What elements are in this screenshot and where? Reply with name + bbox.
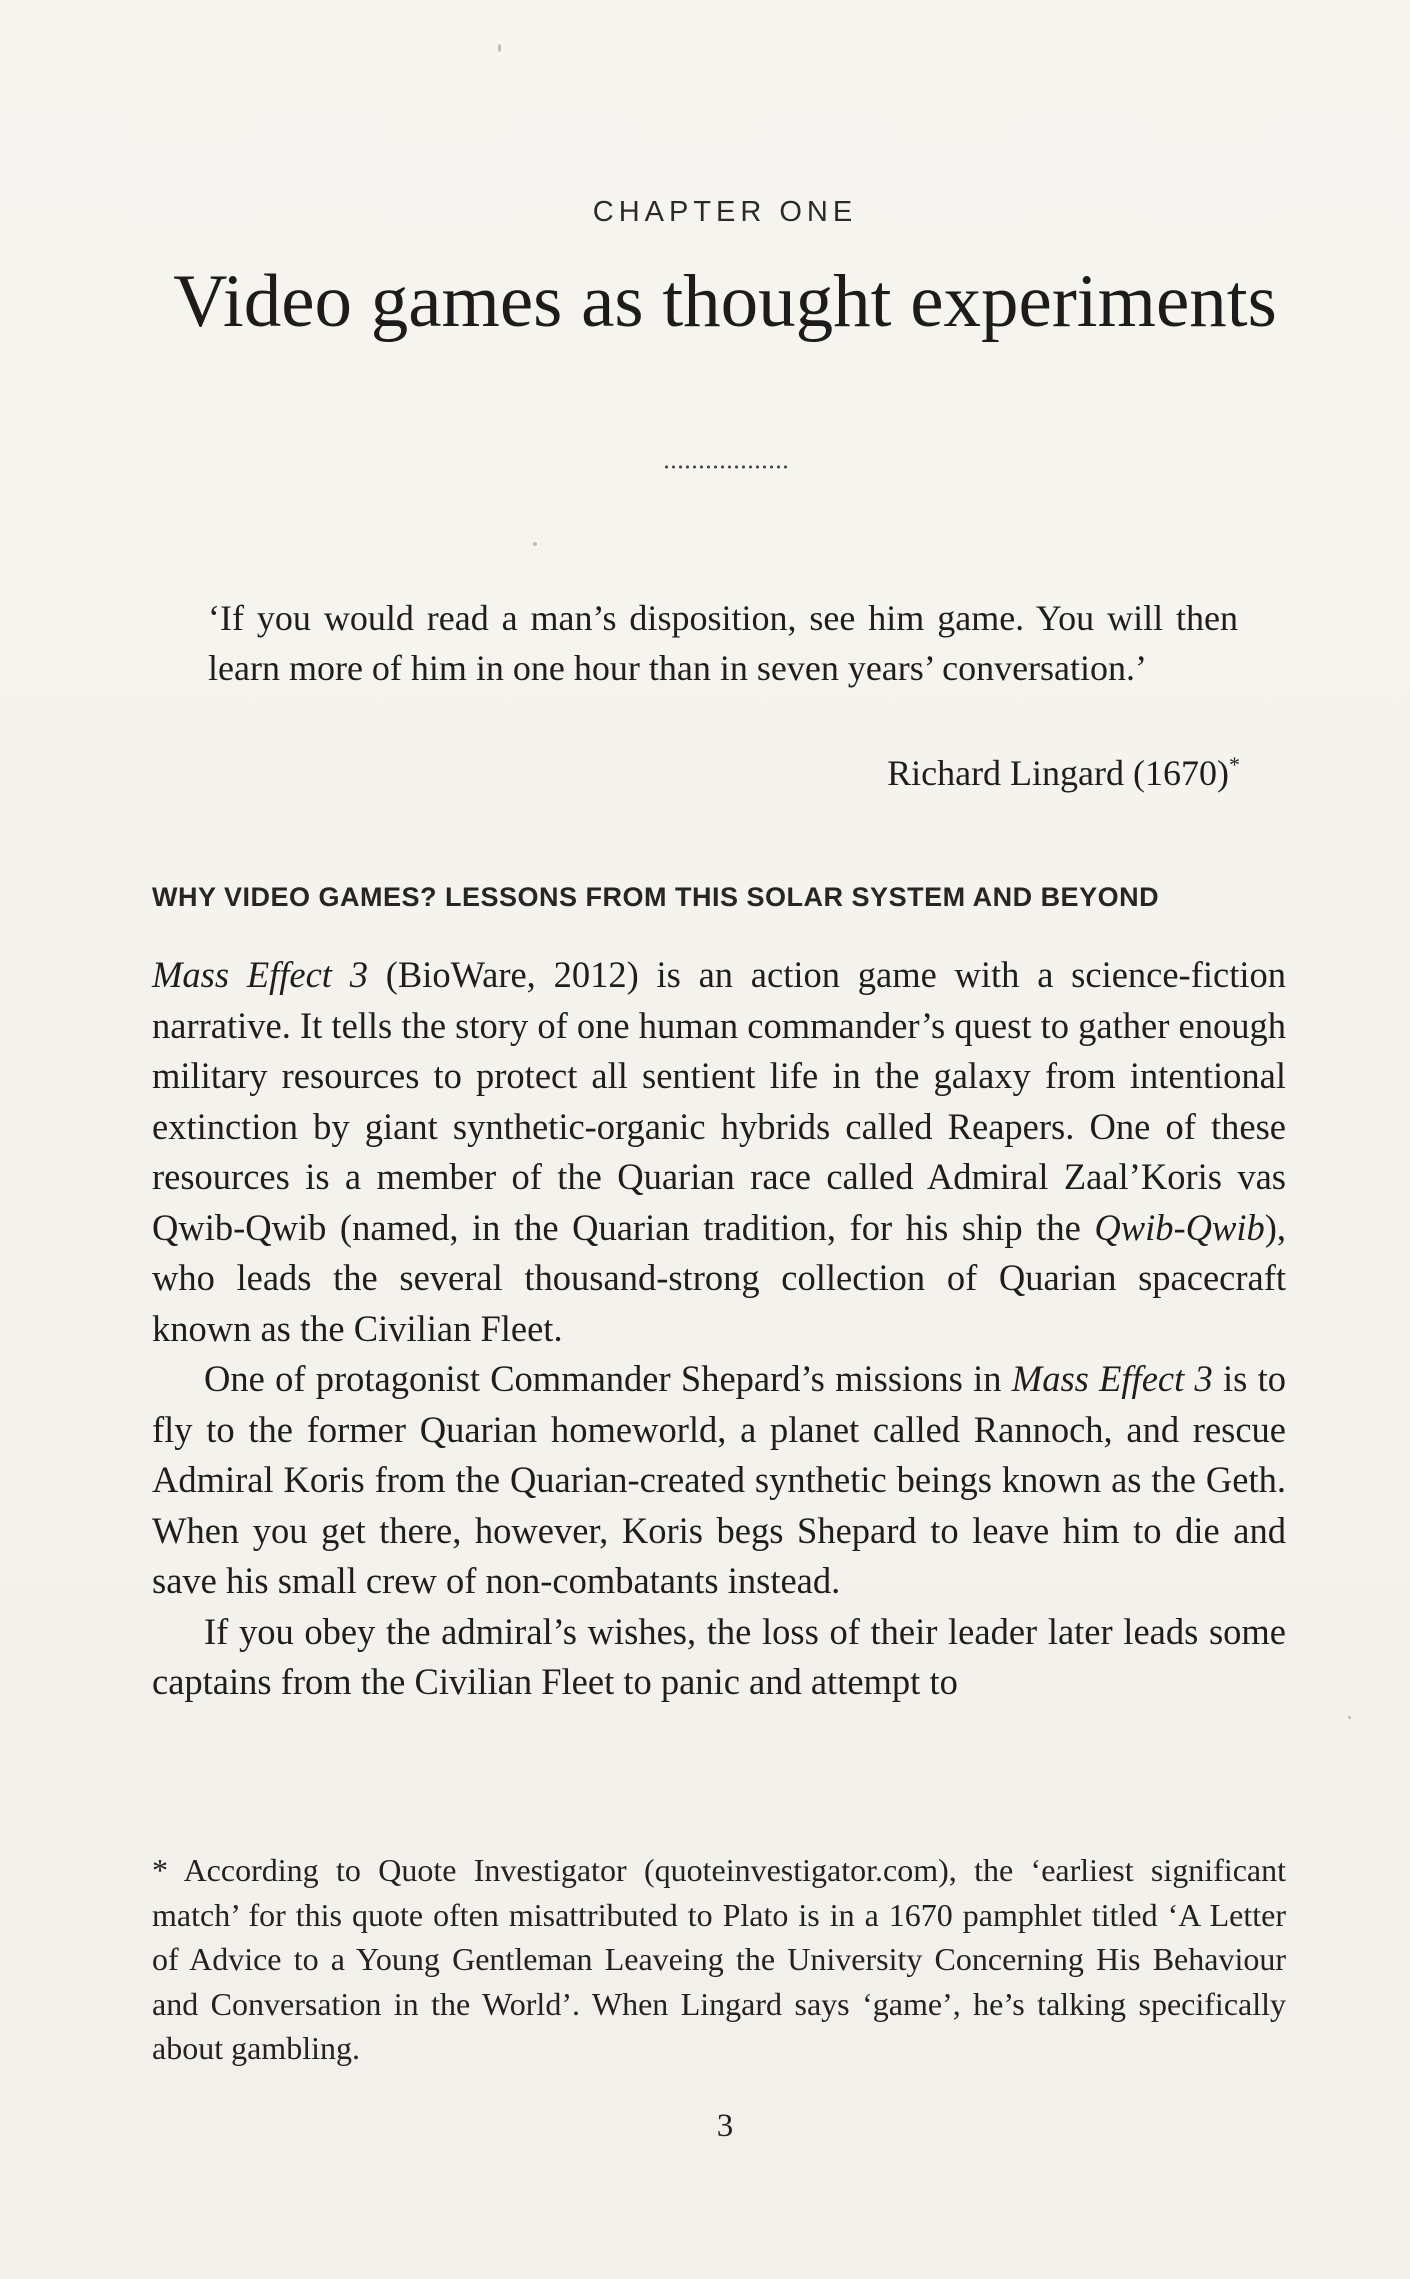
body-paragraph-3: If you obey the admiral’s wishes, the loss of their leader later leads some captains from the Civilian Fleet to panic and attempt to (152, 1610, 1286, 1702)
paragraph-2-text-b: is to fly to the former Quarian homeworld, a planet called Rannoch, and rescue Admiral Koris from the Quarian-created synthetic beings known as the Geth. When you get there, however, Koris begs Shepard to leave him to die and save his small crew of non-combatants instead. (152, 1358, 1286, 1601)
chapter-label: CHAPTER ONE (592, 196, 858, 228)
scan-speck (498, 44, 501, 52)
ship-name-italic: Qwib-Qwib (1094, 1206, 1265, 1248)
paragraph-1-text-b: ), who leads the several thousand-strong collection of Quarian spacecraft known as the Civilian Fleet. (152, 1206, 1286, 1349)
chapter-title: Video games as thought experiments (173, 260, 1277, 343)
body-paragraph-1 (152, 950, 1286, 1354)
scan-speck (1348, 1716, 1351, 1719)
attribution-name: Richard Lingard (1670) (887, 753, 1229, 793)
section-heading: WHY VIDEO GAMES? LESSONS FROM THIS SOLAR SYSTEM AND BEYOND (152, 882, 1160, 912)
game-title-italic: Mass Effect 3 (152, 954, 368, 995)
game-title-italic: Mass Effect 3 (1011, 1358, 1213, 1399)
epigraph-quote: ‘If you would read a man’s disposition, see him game. You will then learn more of him in one hour than in seven years’ conversation.’ (208, 598, 1238, 688)
dotted-ornament-divider (663, 464, 787, 470)
paragraph-1-text-a: (BioWare, 2012) is an action game with a science-fiction narrative. It tells the story of one human commander’s quest to gather enough military resources to protect all sentient life in the galaxy from intentional extinction by giant synthetic-organic hybrids called Reapers. One of these resources is a member of the Quarian race called Admiral Zaal’Koris vas Qwib-Qwib (named, in the Quarian tradition, for his ship the (152, 954, 1286, 1248)
footnote: * According to Quote Investigator (quoteinvestigator.com), the ‘earliest significant match’ for this quote often misattributed to Plato is in a 1670 pamphlet titled ‘A Letter of Advice to a Young Gentleman Leaveing the University Concerning His Behaviour and Conversation in the World’. When Lingard says ‘game’, he’s talking specifically about gambling. (152, 1852, 1286, 2066)
epigraph-attribution (887, 748, 1240, 798)
page-number: 3 (716, 2108, 734, 2144)
body-text (152, 950, 1286, 1708)
body-paragraph-2 (152, 1354, 1286, 1607)
footnote-reference-mark: * (1229, 752, 1240, 777)
paragraph-2-text-a: One of protagonist Commander Shepard’s missions in (204, 1358, 1012, 1399)
scan-speck (533, 542, 537, 546)
